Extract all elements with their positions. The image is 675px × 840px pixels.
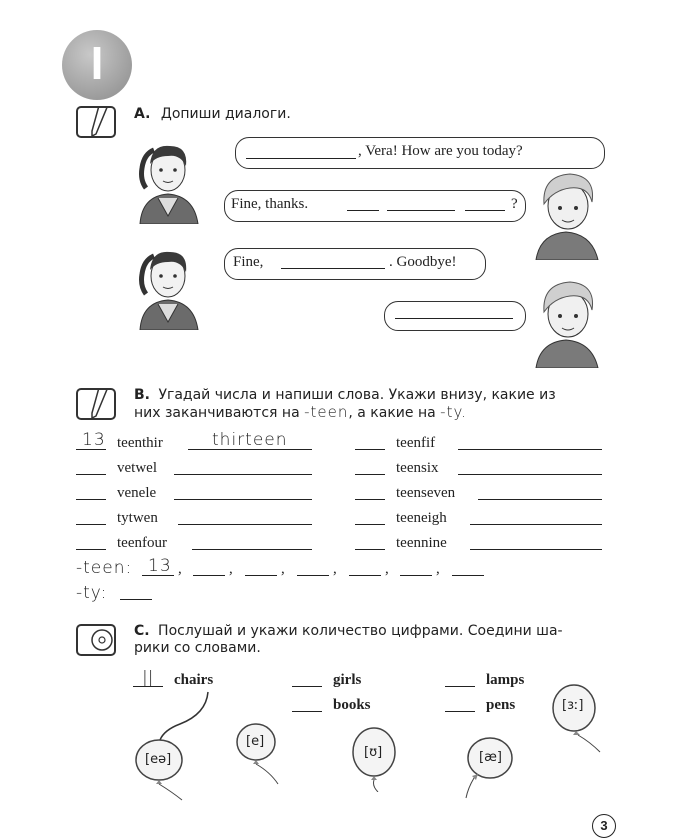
number-blank[interactable] [355, 524, 385, 525]
word-blank[interactable] [478, 499, 602, 500]
teen-blank[interactable] [349, 575, 381, 576]
answer-blank[interactable] [347, 210, 379, 211]
teen-suffix: -teen [304, 403, 349, 421]
scrambled-word: teeneigh [396, 510, 447, 526]
word-pens: pens [486, 697, 516, 713]
example-number: 13 [82, 430, 106, 450]
speech-bubble-1 [235, 137, 605, 169]
dialogue-line-2: Fine, thanks. [231, 196, 309, 212]
task-a-label: A. [134, 106, 151, 122]
balloon-sound: [e] [246, 734, 265, 749]
number-blank[interactable] [76, 549, 106, 550]
number-blank[interactable] [76, 499, 106, 500]
dialogue-line-3-end: . Goodbye! [389, 254, 457, 270]
word-girls: girls [333, 672, 362, 688]
dialogue-line-1: , Vera! How are you today? [358, 143, 523, 159]
word-chairs: chairs [174, 672, 214, 688]
speech-bubble-3 [224, 248, 486, 280]
balloon-sound: [ʊ] [364, 745, 383, 760]
task-a-heading [134, 106, 291, 123]
balloon[interactable] [458, 734, 516, 800]
number-blank[interactable] [76, 524, 106, 525]
teen-example: 13 [148, 556, 172, 576]
write-task-icon [76, 106, 116, 138]
scrambled-word: venele [117, 485, 157, 501]
teen-row-label: -teen: [76, 558, 133, 578]
scrambled-word: teenthir [117, 435, 163, 451]
speech-bubble-4 [384, 301, 526, 331]
ty-blank[interactable] [120, 599, 152, 600]
comma: , [229, 561, 233, 577]
count-blank[interactable] [445, 711, 475, 712]
task-c-title-line2: рики со словами. [134, 640, 261, 656]
number-blank[interactable] [355, 549, 385, 550]
task-b-title-line1: Угадай числа и напиши слова. Укажи внизу, какие из [158, 387, 556, 403]
example-count: || [142, 668, 154, 688]
task-b-heading [134, 387, 604, 422]
task-c-heading [134, 623, 604, 657]
answer-blank[interactable] [395, 318, 513, 319]
dialogue-line-2-end: ? [511, 196, 518, 212]
comma: , [178, 561, 182, 577]
balloon[interactable] [550, 682, 606, 754]
task-b-label: B. [134, 387, 150, 403]
boy-illustration [530, 168, 602, 260]
page-number: 3 [600, 818, 608, 833]
teen-blank[interactable] [400, 575, 432, 576]
number-blank[interactable] [355, 449, 385, 450]
scrambled-word: teennine [396, 535, 447, 551]
teen-blank[interactable] [245, 575, 277, 576]
comma: , [436, 561, 440, 577]
word-lamps: lamps [486, 672, 525, 688]
word-blank[interactable] [192, 549, 312, 550]
task-c-label: C. [134, 623, 150, 639]
answer-blank[interactable] [281, 268, 385, 269]
word-blank[interactable] [458, 474, 602, 475]
count-blank[interactable] [292, 711, 322, 712]
unit-badge [62, 30, 132, 100]
word-blank[interactable] [458, 449, 602, 450]
connection-line [150, 690, 220, 742]
comma: , [385, 561, 389, 577]
word-blank[interactable] [174, 499, 312, 500]
balloon[interactable] [132, 736, 192, 802]
girl-illustration [132, 134, 204, 224]
task-b-title-line2b: , а какие на [348, 405, 436, 421]
answer-blank[interactable] [246, 158, 356, 159]
word-books: books [333, 697, 371, 713]
listen-task-icon [76, 624, 116, 656]
unit-label: I [90, 37, 104, 89]
task-a-title: Допиши диалоги. [160, 106, 291, 122]
balloon-sound: [eə] [145, 752, 172, 767]
number-blank[interactable] [76, 449, 106, 450]
teen-blank[interactable] [297, 575, 329, 576]
task-c-title-line1: Послушай и укажи количество цифрами. Соедини ша- [158, 623, 563, 639]
scrambled-word: teenseven [396, 485, 456, 501]
example-answer: thirteen [212, 430, 288, 450]
word-blank[interactable] [178, 524, 312, 525]
answer-blank[interactable] [387, 210, 455, 211]
boy-illustration [530, 276, 602, 368]
balloon-sound: [æ] [479, 750, 502, 765]
scrambled-word: teensix [396, 460, 439, 476]
teen-blank[interactable] [452, 575, 484, 576]
scrambled-word: vetwel [117, 460, 157, 476]
balloon-sound: [ɜː] [562, 698, 584, 713]
page-number-badge [592, 814, 616, 838]
count-blank[interactable] [292, 686, 322, 687]
ty-row-label: -ty: [76, 583, 108, 603]
count-blank[interactable] [445, 686, 475, 687]
word-blank[interactable] [174, 474, 312, 475]
girl-illustration [132, 240, 204, 330]
dialogue-line-3-start: Fine, [233, 254, 264, 270]
comma: , [281, 561, 285, 577]
speech-bubble-2 [224, 190, 526, 222]
count-blank[interactable] [133, 686, 163, 687]
word-blank[interactable] [470, 549, 602, 550]
number-blank[interactable] [355, 474, 385, 475]
word-blank[interactable] [188, 449, 312, 450]
teen-blank[interactable] [142, 575, 174, 576]
number-blank[interactable] [355, 499, 385, 500]
balloon[interactable] [234, 722, 286, 786]
scrambled-word: teenfour [117, 535, 167, 551]
ty-suffix: -ty. [440, 403, 467, 421]
answer-blank[interactable] [465, 210, 505, 211]
teen-blank[interactable] [193, 575, 225, 576]
scrambled-word: tytwen [117, 510, 158, 526]
task-b-title-line2a: них заканчиваются на [134, 405, 300, 421]
write-task-icon [76, 388, 116, 420]
word-blank[interactable] [470, 524, 602, 525]
number-blank[interactable] [76, 474, 106, 475]
scrambled-word: teenfif [396, 435, 436, 451]
comma: , [333, 561, 337, 577]
